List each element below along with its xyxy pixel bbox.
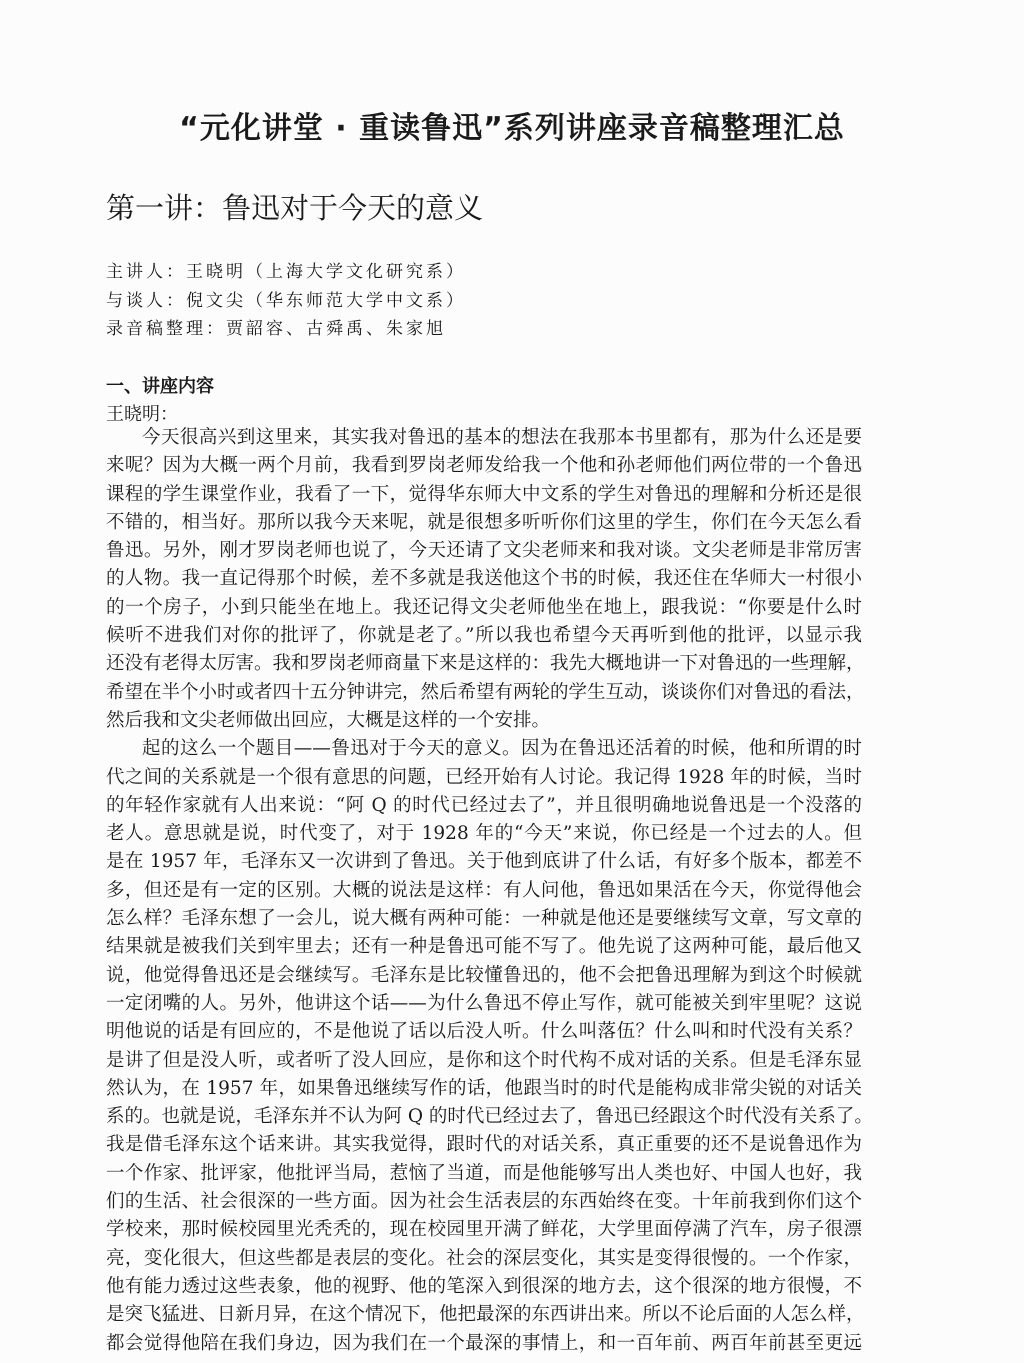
text-line: 结果就是被我们关到牢里去；还有一种是鲁迅可能不写了。他先说了这两种可能，最后他又 [106,936,862,958]
text-line: 是突飞猛进、日新月异，在这个情况下，他把最深的东西讲出来。所以不论后面的人怎么样， [106,1304,865,1326]
text-line: 然认为，在 1957 年，如果鲁迅继续写作的话，他跟当时的时代是能构成非常尖锐的对话关 [106,1077,862,1099]
credit-transcribers: 录音稿整理：贾韶容、古舜禹、朱家旭 [106,319,446,339]
credit-lecturer: 主讲人：王晓明（上海大学文化研究系） [106,262,466,282]
text-line: 今天很高兴到这里来，其实我对鲁迅的基本的想法在我那本书里都有，那为什么还是要 [142,427,862,448]
text-line: 课程的学生课堂作业，我看了一下，觉得华东师大中文系的学生对鲁迅的理解和分析还是很 [106,483,862,505]
text-line: 们的生活、社会很深的一些方面。因为社会生活表层的东西始终在变。十年前我到你们这个 [106,1191,862,1213]
text-line: 说，他觉得鲁迅还是会继续写。毛泽东是比较懂鲁迅的，他不会把鲁迅理解为到这个时候就 [106,964,862,986]
text-line: 是在 1957 年，毛泽东又一次讲到了鲁迅。关于他到底讲了什么话，有好多个版本，都差不 [106,851,862,873]
text-line: 亮，变化很大，但这些都是表层的变化。社会的深层变化，其实是变得很慢的。一个作家， [106,1247,862,1269]
text-line: 是讲了但是没人听，或者听了没人回应，是你和这个时代构不成对话的关系。但是毛泽东显 [106,1049,862,1071]
text-line: 代之间的关系就是一个很有意思的问题，已经开始有人讨论。我记得 1928 年的时候，当时 [106,766,862,788]
credit-discussant: 与谈人：倪文尖（华东师范大学中文系） [106,290,466,311]
text-line: 我是借毛泽东这个话来讲。其实我觉得，跟时代的对话关系，真正重要的还不是说鲁迅作为 [106,1134,862,1156]
paragraph-2 [106,735,873,1358]
text-line: 起的这么一个题目——鲁迅对于今天的意义。因为在鲁迅还活着的时候，他和所谓的时 [142,738,862,760]
text-line: 鲁迅。另外，刚才罗岗老师也说了，今天还请了文尖老师来和我对谈。文尖老师是非常厉害 [106,540,862,562]
text-line: 候听不进我们对你的批评了，你就是老了。”所以我也希望今天再听到他的批评，以显示我 [106,625,862,647]
text-line: 来呢？因为大概一两个月前，我看到罗岗老师发给我一个他和孙老师他们两位带的一个鲁迅 [106,455,862,477]
text-line: 的年轻作家就有人出来说：“阿 Q 的时代已经过去了”，并且很明确地说鲁迅是一个没落的 [106,794,862,816]
speaker-label: 王晓明： [106,404,178,425]
text-line: 多，但还是有一定的区别。大概的说法是这样：有人问他，鲁迅如果活在今天，你觉得他会 [106,879,862,901]
section-heading: 一、讲座内容 [106,376,214,397]
paragraph-1 [106,424,865,735]
text-line: 都会觉得他陪在我们身边，因为我们在一个最深的事情上，和一百年前、两百年前甚至更远 [106,1332,862,1354]
text-line: 希望在半个小时或者四十五分钟讲完，然后希望有两轮的学生互动，谈谈你们对鲁迅的看法， [106,681,865,703]
text-line: 还没有老得太厉害。我和罗岗老师商量下来是这样的：我先大概地讲一下对鲁迅的一些理解， [106,653,865,675]
text-line: 的一个房子，小到只能坐在地上。我还记得文尖老师他坐在地上，跟我说：“你要是什么时 [106,596,862,618]
text-line: 的人物。我一直记得那个时候，差不多就是我送他这个书的时候，我还住在华师大一村很小 [106,568,862,590]
text-line: 不错的，相当好。那所以我今天来呢，就是很想多听听你们这里的学生，你们在今天怎么看 [106,511,862,533]
body-text [106,424,873,1358]
lecture-title: 第一讲：鲁迅对于今天的意义 [106,191,484,225]
text-line: 老人。意思就是说，时代变了，对于 1928 年的“今天”来说，你已经是一个过去的人。但 [106,823,862,845]
text-line: 他有能力透过这些表象，他的视野、他的笔深入到很深的地方去，这个很深的地方很慢，不 [106,1275,862,1297]
text-line: 学校来，那时候校园里光秃秃的，现在校园里开满了鲜花，大学里面停满了汽车，房子很漂 [106,1219,862,1241]
text-line: 怎么样？毛泽东想了一会儿，说大概有两种可能：一种就是他还是要继续写文章，写文章的 [106,908,862,930]
text-line: 一定闭嘴的人。另外，他讲这个话——为什么鲁迅不停止写作，就可能被关到牢里呢？这说 [106,992,862,1014]
credits-block [106,258,466,344]
text-line: 一个作家、批评家，他批评当局，惹恼了当道，而是他能够写出人类也好、中国人也好，我 [106,1162,862,1184]
document-title: “元化讲堂 · 重读鲁迅”系列讲座录音稿整理汇总 [179,111,845,146]
text-line: 然后我和文尖老师做出回应，大概是这样的一个安排。 [106,709,551,731]
text-line: 系的。也就是说，毛泽东并不认为阿 Q 的时代已经过去了，鲁迅已经跟这个时代没有关系了。 [106,1106,873,1128]
text-line: 明他说的话是有回应的，不是他说了话以后没人听。什么叫落伍？什么叫和时代没有关系？ [106,1021,862,1043]
